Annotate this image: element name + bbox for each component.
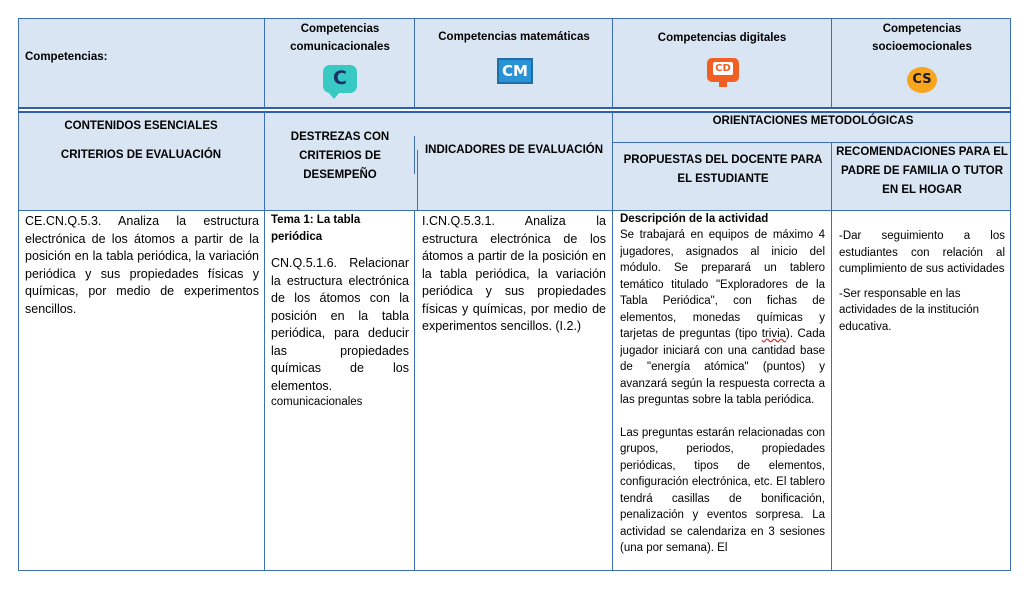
digitales-icon-stand <box>719 82 727 87</box>
indicadores-heading: INDICADORES DE EVALUACIÓN <box>424 144 604 156</box>
competencias-comunicacionales: Competencias comunicacionales <box>290 23 390 53</box>
contenidos-esenciales-heading: CONTENIDOS ESENCIALES <box>64 120 218 132</box>
propuestas-heading: PROPUESTAS DEL DOCENTE PARA EL ESTUDIANTE <box>623 154 823 185</box>
body-col-line-3 <box>612 210 613 571</box>
orientaciones-heading: ORIENTACIONES METODOLÓGICAS <box>712 115 914 127</box>
sub-col-line-2a <box>414 136 415 174</box>
actividad-p1-part-b: ). Cada jugador iniciará con una cantidad base de "energía atómica" (puntos) y avanzará según la respuesta correcta a las preguntas sobre la tabla periódica. <box>620 328 825 406</box>
sub-col-line-1 <box>264 112 265 210</box>
recomendacion-1: -Dar seguimiento a los estudiantes con relación al cumplimiento de sus actividades <box>839 230 1005 275</box>
socioemocionales-icon-letters: CS <box>912 72 932 87</box>
propuesta-cell <box>620 212 825 569</box>
indicador-text: I.CN.Q.5.3.1. Analiza la estructura electrónica de los átomos a partir de la posición en la tabla periódica, la variación periódica y sus propiedades físicas y químicas, por medio de experimentos sencillos. (I.2.) <box>422 214 606 333</box>
digitales-icon <box>707 58 739 82</box>
tema-title: Tema 1: La tabla periódica <box>271 214 361 243</box>
competencias-label: Competencias: <box>25 51 108 63</box>
destreza-tag: comunicacionales <box>271 396 363 408</box>
body-col-line-2 <box>414 210 415 571</box>
table-border-bottom <box>18 570 1011 571</box>
table-border-right <box>1010 18 1011 571</box>
matematicas-icon-letters: CM <box>502 62 528 80</box>
destreza-cell <box>271 212 409 409</box>
comunicacionales-icon-letter: C <box>333 67 347 89</box>
body-col-line-1 <box>264 210 265 571</box>
competencias-socioemocionales: Competencias socioemocionales <box>872 23 972 53</box>
destrezas-heading: DESTREZAS CON CRITERIOS DE DESEMPEÑO <box>290 131 390 181</box>
header-col-line-3 <box>612 18 613 108</box>
actividad-title: Descripción de la actividad <box>620 213 769 225</box>
sub-col-line-2b <box>417 150 418 210</box>
body-divider <box>18 210 1011 211</box>
criterios-evaluacion-heading: CRITERIOS DE EVALUACIÓN <box>60 149 222 161</box>
competencias-digitales: Competencias digitales <box>657 32 787 44</box>
matematicas-icon <box>497 58 533 84</box>
body-col-line-4 <box>831 210 832 571</box>
header-col-line-2 <box>414 18 415 108</box>
destreza-text: CN.Q.5.1.6. Relacionar la estructura electrónica de los átomos con la posición en la tabla periódica, para deducir las propiedades químicas de los elementos. <box>271 256 409 393</box>
recomendaciones-heading: RECOMENDACIONES PARA EL PADRE DE FAMILIA O TUTOR EN EL HOGAR <box>836 146 1008 196</box>
socioemocionales-icon <box>907 67 937 93</box>
actividad-p1-trivia: trivia <box>761 328 787 340</box>
double-divider-top <box>18 107 1011 109</box>
recomendacion-2: -Ser responsable en las actividades de la institución educativa. <box>839 287 979 333</box>
criterio-text: CE.CN.Q.5.3. Analiza la estructura electrónica de los átomos a partir de la posición en la tabla periódica, la variación periódica y sus propiedades físicas y químicas, por medio de experimentos sencillos. <box>25 214 259 316</box>
digitales-icon-letters: CD <box>715 63 731 74</box>
table-border-left <box>18 18 19 571</box>
actividad-paragraph-1 <box>620 227 825 409</box>
sub-col-line-3 <box>612 112 613 210</box>
table-border-top <box>18 18 1011 19</box>
actividad-paragraph-2: Las preguntas estarán relacionadas con grupos, periodos, propiedades periódicas, tipos de elementos, configuración electrónica, etc. El tablero tendrá casillas de bonificación, penalización y eventos sorpresa. La actividad se calendariza en 3 sesiones (una por semana). El <box>620 426 825 554</box>
comunicacionales-icon <box>323 65 357 93</box>
recomendaciones-cell <box>839 228 1005 335</box>
sub-col-line-4 <box>831 142 832 210</box>
header-col-line-4 <box>831 18 832 108</box>
actividad-p1-part-a: Se trabajará en equipos de máximo 4 jugadores, asignados al inicio del módulo. Se preparará un tablero temático titulado "Exploradores de la Tabla Periódica", con fichas de elementos, monedas químicas y tarjetas de preguntas (tipo <box>620 229 825 340</box>
header-col-line-1 <box>264 18 265 108</box>
competencias-matematicas: Competencias matemáticas <box>438 31 590 43</box>
